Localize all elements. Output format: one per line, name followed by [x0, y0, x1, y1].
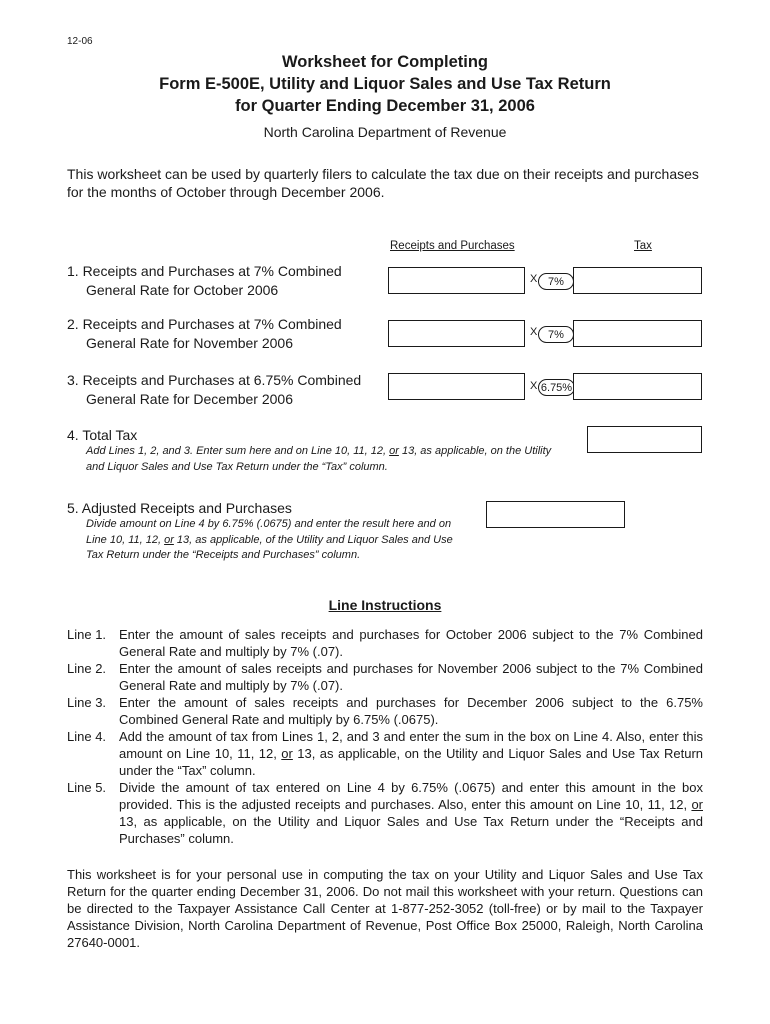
instruction-line-3: Line 3. Enter the amount of sales receipts and purchases for December 2006 subject to the 6.75% Combined General Rate and multiply by 6.75% (.0675).	[67, 695, 703, 727]
column-header-tax: Tax	[634, 240, 652, 252]
line-1-tax-input[interactable]	[573, 267, 702, 294]
form-code: 12-06	[67, 36, 93, 47]
line-1-receipts-input[interactable]	[388, 267, 525, 294]
closing-paragraph: This worksheet is for your personal use in computing the tax on your Utility and Liquor Sales and Use Tax Return for the quarter ending December 31, 2006. Do not mail this worksheet with your return. Questions can be directed to the Taxpayer Assistance Call Center at 1-877-252-3052 (toll-free) or by mail to the Taxpayer Assistance Division, North Carolina Department of Revenue, Post Office Box 25000, Raleigh, North Carolina 27640-0001.	[67, 867, 703, 950]
line-1-times: X	[530, 273, 538, 285]
line-5-adjusted-input[interactable]	[486, 501, 625, 528]
line-3-receipts-input[interactable]	[388, 373, 525, 400]
page-title-line1: Worksheet for Completing	[282, 53, 488, 71]
line-1-rate: 7%	[538, 273, 574, 290]
intro-paragraph: This worksheet can be used by quarterly filers to calculate the tax due on their receipts and purchases for the months of October through December 2006.	[67, 166, 699, 200]
line-4-total-tax-input[interactable]	[587, 426, 702, 453]
line-3-times: X	[530, 380, 538, 392]
line-1-label: 1. Receipts and Purchases at 7% Combined General Rate for October 2006	[67, 263, 342, 298]
page-title-line3: for Quarter Ending December 31, 2006	[235, 97, 535, 115]
instruction-line-1: Line 1. Enter the amount of sales receipts and purchases for October 2006 subject to the 7% Combined General Rate and multiply by 7% (.07).	[67, 627, 703, 659]
line-5-label: 5. Adjusted Receipts and Purchases	[67, 500, 292, 516]
line-4-label: 4. Total Tax	[67, 427, 138, 443]
instruction-line-5: Line 5. Divide the amount of tax entered on Line 4 by 6.75% (.0675) and enter this amount in the box provided. This is the adjusted receipts and purchases. Also, enter this amount on Line 10, 11, 12, or 13, as applicable, on the Utility and Liquor Sales and Use Tax Return under the “Receipts and Purchases” column.	[67, 780, 703, 846]
instruction-line-2: Line 2. Enter the amount of sales receipts and purchases for November 2006 subject to the 7% Combined General Rate and multiply by 7% (.07).	[67, 661, 703, 693]
line-2-label: 2. Receipts and Purchases at 7% Combined General Rate for November 2006	[67, 316, 342, 351]
line-2-times: X	[530, 326, 538, 338]
line-3-tax-input[interactable]	[573, 373, 702, 400]
line-2-receipts-input[interactable]	[388, 320, 525, 347]
page-title-line2: Form E-500E, Utility and Liquor Sales and Use Tax Return	[159, 75, 611, 93]
line-2-tax-input[interactable]	[573, 320, 702, 347]
instruction-line-4: Line 4. Add the amount of tax from Lines 1, 2, and 3 and enter the sum in the box on Line 4. Also, enter this amount on Line 10, 11, 12, or 13, as applicable, on the Utility and Liquor Sales and Use Tax Return under the “Tax” column.	[67, 729, 704, 778]
line-3-label: 3. Receipts and Purchases at 6.75% Combined General Rate for December 2006	[67, 372, 362, 407]
line-3-rate: 6.75%	[538, 379, 575, 396]
line-instructions-heading: Line Instructions	[328, 597, 442, 613]
line-4-note: Add Lines 1, 2, and 3. Enter sum here and on Line 10, 11, 12, or 13, as applicable, on the Utility and Liquor Sales and Use Tax Return under the “Tax” column.	[86, 445, 552, 473]
column-header-receipts: Receipts and Purchases	[390, 240, 515, 252]
line-5-note: Divide amount on Line 4 by 6.75% (.0675) and enter the result here and on Line 10, 11, 12, or 13, as applicable, of the Utility and Liquor Sales and Use Tax Return under the “Receipts and Purchases” column.	[86, 518, 453, 561]
department-name: North Carolina Department of Revenue	[263, 124, 507, 140]
line-2-rate: 7%	[538, 326, 574, 343]
